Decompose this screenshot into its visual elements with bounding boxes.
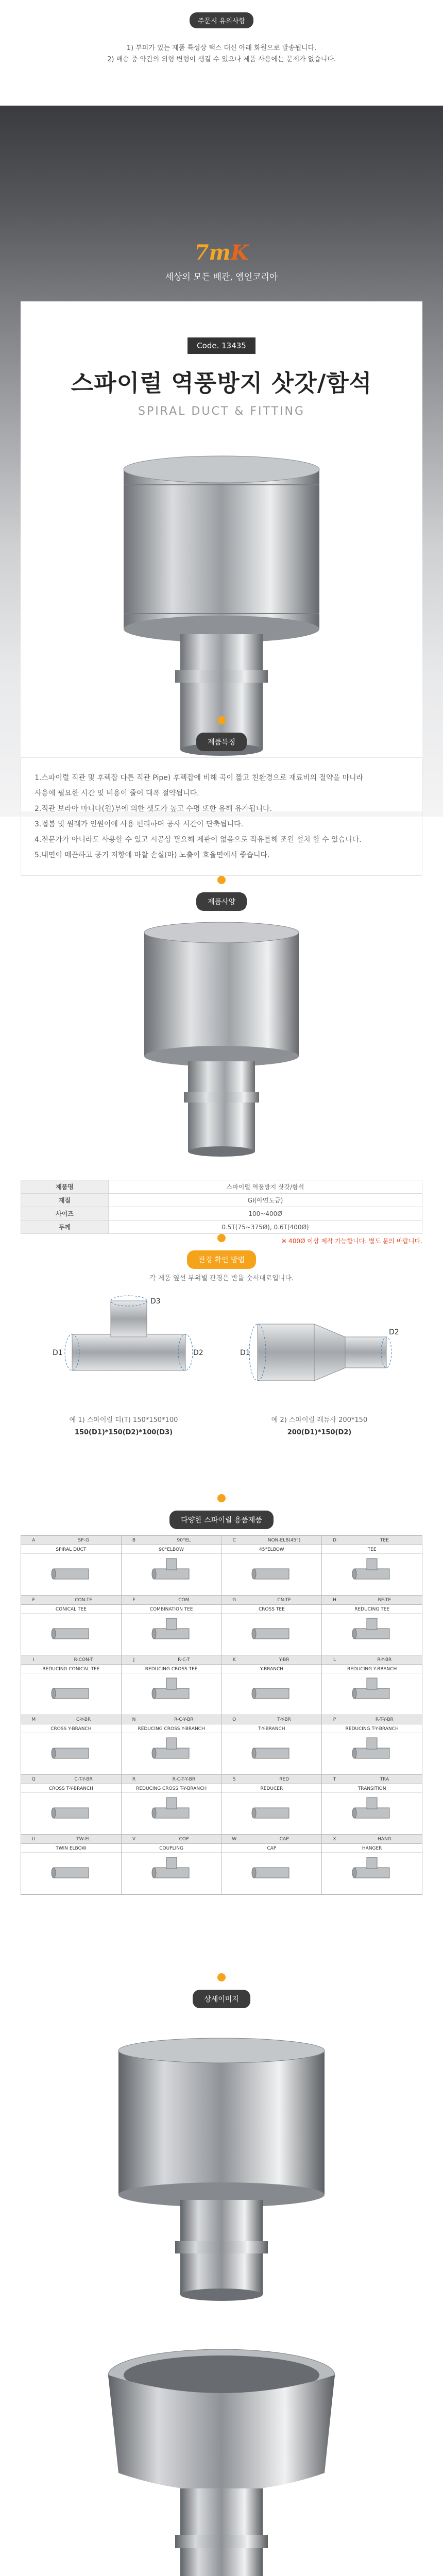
measure-description: 각 제품 옆선 부위별 관경은 반을 숫서대로입니다. [149, 1275, 294, 1282]
notice-line-1: 1) 부피가 있는 제품 특성상 택스 대신 아래 화원으로 발송됩니다. [126, 44, 317, 52]
fitting-letter: Q [31, 1777, 36, 1782]
fitting-name: HANGER [322, 1844, 422, 1853]
fitting-letter: E [32, 1598, 36, 1603]
fitting-letter: O [232, 1717, 236, 1722]
tee-diagram [41, 1293, 211, 1406]
fittings-row [21, 1536, 422, 1596]
features-list [21, 757, 422, 876]
fitting-illustration [351, 1795, 393, 1829]
fitting-header [322, 1715, 422, 1724]
fitting-header [122, 1715, 222, 1724]
fitting-cell [222, 1536, 322, 1596]
fitting-letter: R [132, 1777, 136, 1782]
fitting-cell [21, 1655, 122, 1715]
fitting-cell [21, 1775, 122, 1835]
features-heading: 제품특징 [0, 716, 443, 751]
fitting-cell [322, 1715, 422, 1775]
feature-line: 3.접봄 및 원래가 인원이에 사용 편리하며 공사 시간이 단축됩니다. [35, 820, 244, 828]
fitting-letter: S [232, 1777, 236, 1782]
fittings-grid [21, 1535, 422, 1895]
fitting-illustration [251, 1736, 292, 1770]
reducer-diagram [237, 1293, 407, 1406]
fitting-code: R-C-T-Y-BR [172, 1777, 196, 1782]
fitting-code: 90°EL [177, 1538, 191, 1543]
fitting-header [122, 1596, 222, 1605]
fitting-letter: L [333, 1657, 336, 1663]
fitting-cell [122, 1715, 222, 1775]
fitting-code: CN-TE [277, 1598, 291, 1603]
fitting-cell [122, 1596, 222, 1655]
fitting-code: TRA [380, 1777, 389, 1782]
fitting-cell [322, 1835, 422, 1894]
fitting-header [122, 1536, 222, 1545]
spec-row: 제품명 스파이럴 역풍방지 삿갓/함석 [21, 1180, 422, 1194]
fitting-illustration [351, 1676, 393, 1710]
fitting-code: C-Y-BR [76, 1717, 91, 1722]
fitting-code: TEE [380, 1538, 389, 1543]
fitting-header [21, 1655, 121, 1665]
fitting-illustration [151, 1795, 192, 1829]
fitting-cell [122, 1775, 222, 1835]
fitting-cell [322, 1655, 422, 1715]
svg-text:D3: D3 [150, 1297, 161, 1306]
fitting-illustration [251, 1676, 292, 1710]
fitting-letter: H [333, 1598, 336, 1603]
fitting-code: COM [178, 1598, 190, 1603]
fitting-letter: V [132, 1837, 136, 1842]
fitting-cell [122, 1655, 222, 1715]
fitting-cell [21, 1835, 122, 1894]
detail-heading: 상세이미지 [0, 1973, 443, 2008]
fittings-row [21, 1775, 422, 1835]
fitting-illustration [50, 1616, 92, 1650]
fitting-illustration [251, 1855, 292, 1889]
fitting-cell [322, 1775, 422, 1835]
fitting-letter: A [32, 1538, 36, 1543]
fitting-letter: G [232, 1598, 236, 1603]
fitting-code: NON-ELB(45°) [267, 1538, 301, 1543]
svg-text:D1: D1 [240, 1349, 250, 1357]
fitting-header [322, 1775, 422, 1784]
fitting-cell [21, 1596, 122, 1655]
fitting-name: CONICAL TEE [21, 1605, 121, 1614]
fitting-name: REDUCING CROSS Y-BRANCH [122, 1725, 222, 1733]
fitting-letter: I [32, 1657, 35, 1663]
fitting-header [122, 1835, 222, 1844]
fitting-illustration [251, 1556, 292, 1590]
fitting-illustration [351, 1616, 393, 1650]
fitting-letter: J [133, 1657, 135, 1663]
fitting-letter: K [232, 1657, 236, 1663]
measure-heading: 관경 확인 방법 [0, 1234, 443, 1269]
fitting-code: R-C-T [178, 1657, 190, 1663]
fitting-illustration [351, 1855, 393, 1889]
fitting-code: R-C-Y-BR [174, 1717, 194, 1722]
fitting-cell [222, 1775, 322, 1835]
fitting-header [21, 1775, 121, 1784]
hero-banner [0, 106, 443, 817]
fitting-header [322, 1835, 422, 1844]
tee-caption: 예 1) 스파이럴 티(T) 150*150*100 150(D1)*150(D2)*100(D3) [69, 1416, 178, 1436]
reducer-caption: 예 2) 스파이럴 레듀사 200*150 200(D1)*150(D2) [271, 1416, 368, 1436]
fittings-row [21, 1715, 422, 1775]
fitting-name: SPIRAL DUCT [21, 1546, 121, 1554]
fitting-header [222, 1835, 322, 1844]
svg-text:D1: D1 [53, 1349, 63, 1357]
fitting-cell [222, 1835, 322, 1894]
fitting-illustration [151, 1676, 192, 1710]
fitting-code: T-Y-BR [277, 1717, 291, 1722]
fitting-cell [222, 1715, 322, 1775]
fittings-row [21, 1655, 422, 1715]
fitting-illustration [251, 1795, 292, 1829]
spec-product-image [134, 917, 309, 1159]
notice-badge: 주문시 유의사항 [190, 12, 253, 28]
section-dot-icon [217, 716, 226, 724]
fitting-cell [21, 1536, 122, 1596]
fitting-name: TRANSITION [322, 1785, 422, 1793]
fitting-name: REDUCER [222, 1785, 322, 1793]
fitting-header [122, 1655, 222, 1665]
section-dot-icon [217, 1494, 226, 1502]
fitting-code: SP-G [78, 1538, 89, 1543]
fitting-header [21, 1596, 121, 1605]
fitting-letter: D [333, 1538, 336, 1543]
fitting-header [222, 1536, 322, 1545]
fitting-code: R-CON-T [74, 1657, 93, 1663]
brand-tagline: 세상의 모든 배관, 엠인코리아 [165, 272, 278, 282]
fitting-cell [222, 1655, 322, 1715]
fitting-cell [322, 1596, 422, 1655]
fitting-code: COP [179, 1837, 189, 1842]
fittings-row [21, 1596, 422, 1655]
section-dot-icon [217, 1234, 226, 1242]
fitting-header [322, 1655, 422, 1665]
fitting-name: REDUCING Y-BRANCH [322, 1665, 422, 1673]
product-subtitle: SPIRAL DUCT & FITTING [138, 405, 305, 418]
fitting-name: CROSS TEE [222, 1605, 322, 1614]
detail-image-angle [98, 2344, 345, 2576]
section-dot-icon [217, 1973, 226, 1981]
fitting-name: REDUCING CROSS TEE [122, 1665, 222, 1673]
fitting-cell [322, 1536, 422, 1596]
fitting-letter: U [31, 1837, 36, 1842]
fitting-letter: T [333, 1777, 336, 1782]
fitting-cell [222, 1596, 322, 1655]
fitting-header [222, 1775, 322, 1784]
fitting-code: RE-TE [378, 1598, 391, 1603]
fitting-code: RED [279, 1777, 289, 1782]
fitting-name: TWIN ELBOW [21, 1844, 121, 1853]
fitting-illustration [151, 1556, 192, 1590]
fitting-name: REDUCING CONICAL TEE [21, 1665, 121, 1673]
fitting-header [21, 1835, 121, 1844]
fitting-illustration [151, 1616, 192, 1650]
brand-logo: 7mK [194, 241, 249, 265]
feature-line: 사용에 필요한 시간 및 비용이 줄어 대폭 절약됩니다. [35, 789, 199, 798]
fitting-code: HANG [378, 1837, 391, 1842]
fitting-code: R-T-Y-BR [375, 1717, 394, 1722]
fitting-name: COUPLING [122, 1844, 222, 1853]
fitting-code: CON-TE [75, 1598, 92, 1603]
fitting-name: T-Y-BRANCH [222, 1725, 322, 1733]
fitting-letter: N [132, 1717, 136, 1722]
fitting-letter: F [132, 1598, 135, 1603]
fitting-header [222, 1715, 322, 1724]
fitting-name: 90°ELBOW [122, 1546, 222, 1554]
fitting-code: C-T-Y-BR [74, 1777, 93, 1782]
fitting-letter: B [132, 1538, 136, 1543]
fitting-illustration [50, 1795, 92, 1829]
section-dot-icon [217, 876, 226, 884]
fitting-code: Y-BR [279, 1657, 289, 1663]
fitting-cell [21, 1715, 122, 1775]
fitting-cell [122, 1835, 222, 1894]
fitting-header [222, 1655, 322, 1665]
fitting-name: CAP [222, 1844, 322, 1853]
fitting-illustration [151, 1855, 192, 1889]
fitting-cell [122, 1536, 222, 1596]
fitting-name: TEE [322, 1546, 422, 1554]
fitting-letter: M [31, 1717, 36, 1722]
fitting-illustration [50, 1676, 92, 1710]
fitting-header [21, 1715, 121, 1724]
feature-line: 4.전문가가 아니라도 사용할 수 있고 시공상 필요해 제판이 없음으로 작유를해 조원 설치 할 수 있습니다. [35, 836, 362, 844]
fitting-name: 45°ELBOW [222, 1546, 322, 1554]
product-title: 스파이럴 역풍방지 삿갓/함석 [71, 369, 372, 397]
spec-row: 사이즈 100~400Ø [21, 1207, 422, 1221]
spec-note: ※ 400Ø 이상 제작 가능합니다. 별도 문의 바랍니다. [281, 1238, 422, 1245]
fitting-illustration [351, 1556, 393, 1590]
fitting-header [122, 1775, 222, 1784]
fitting-name: COMBINATION TEE [122, 1605, 222, 1614]
svg-text:D2: D2 [193, 1349, 203, 1357]
fitting-illustration [251, 1616, 292, 1650]
fitting-header [222, 1596, 322, 1605]
fitting-name: REDUCING T-Y-BRANCH [322, 1725, 422, 1733]
fitting-illustration [50, 1556, 92, 1590]
feature-line: 1.스파이럴 직관 및 후렉잡 다른 직관 Pipe) 후렉잡에 비해 곡이 짧고 친환경으로 재료비의 절약을 마니라 [35, 774, 364, 782]
product-code: Code. 13435 [188, 337, 255, 354]
fitting-illustration [151, 1736, 192, 1770]
feature-line: 5.내면이 매끈하고 공기 저항에 마찰 손실(마) 노출이 효율면에서 좋습니다. [35, 851, 270, 859]
detail-image-front [103, 2035, 340, 2303]
fitting-name: REDUCING TEE [322, 1605, 422, 1614]
spec-heading: 제품사양 [0, 876, 443, 911]
fitting-header [322, 1536, 422, 1545]
svg-text:D2: D2 [389, 1328, 399, 1336]
fitting-name: CROSS Y-BRANCH [21, 1725, 121, 1733]
fitting-header [322, 1596, 422, 1605]
fitting-code: CAP [279, 1837, 289, 1842]
fitting-illustration [351, 1736, 393, 1770]
fitting-letter: C [232, 1538, 236, 1543]
fitting-code: TW-EL [76, 1837, 91, 1842]
order-notice [0, 0, 443, 106]
notice-text [0, 43, 443, 65]
fitting-name: REDUCING CROSS T-Y-BRANCH [122, 1785, 222, 1793]
feature-line: 2.직관 보라아 마니다(원)부에 의한 셋도가 높고 수평 또한 유해 유가됩니다. [35, 805, 272, 813]
fitting-letter: W [232, 1837, 237, 1842]
spec-row: 두께 0.5T(75~375Ø), 0.6T(400Ø) [21, 1221, 422, 1234]
fittings-row [21, 1835, 422, 1894]
fitting-header [21, 1536, 121, 1545]
fitting-illustration [50, 1736, 92, 1770]
spec-row: 재질 GI(아연도금) [21, 1194, 422, 1207]
fitting-illustration [50, 1855, 92, 1889]
notice-line-2: 2) 배송 중 약간의 외형 변형이 생길 수 있으나 제품 사용에는 문제가 없습니다. [107, 56, 336, 63]
fitting-name: Y-BRANCH [222, 1665, 322, 1673]
fitting-letter: X [333, 1837, 336, 1842]
fitting-letter: P [333, 1717, 336, 1722]
spec-table [21, 1180, 422, 1234]
types-heading: 다양한 스파이럴 용품제품 [0, 1494, 443, 1529]
fitting-name: CROSS T-Y-BRANCH [21, 1785, 121, 1793]
fitting-code: R-Y-BR [377, 1657, 392, 1663]
